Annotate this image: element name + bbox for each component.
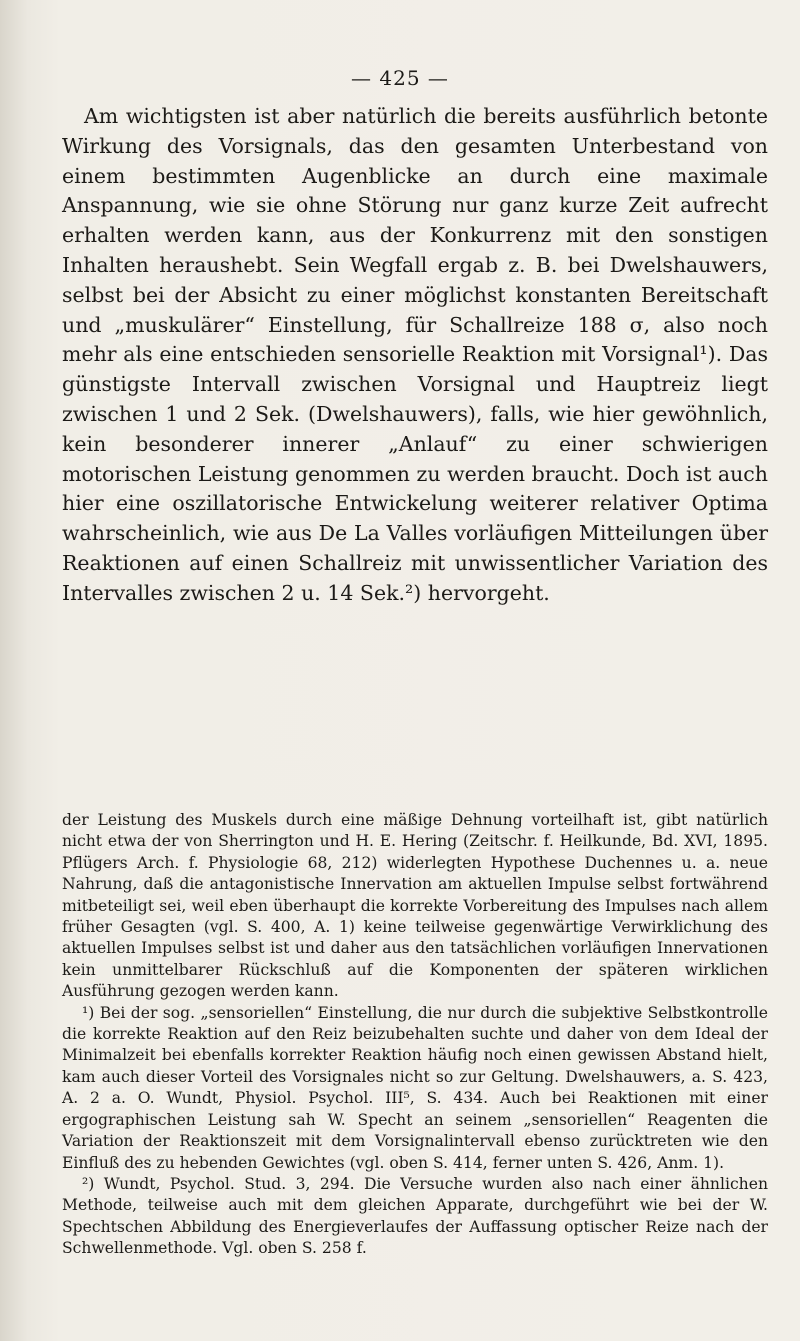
main-text-block <box>62 102 768 609</box>
footnote-continuation: der Leistung des Muskels durch eine mäßige Dehnung vorteilhaft ist, gibt natürlich nicht etwa der von Sherrington und H. E. Hering (Zeitschr. f. Heilkunde, Bd. XVI, 1895. Pflügers Arch. f. Physiologie 68, 212) widerlegten Hypothese Duchennes u. a. neue Nahrung, daß die antagonistische Innervation am aktuellen Impulse selbst fortwährend mitbeteiligt sei, weil eben überhaupt die korrekte Vorbereitung des Impulses nach allem früher Gesagten (vgl. S. 400, A. 1) keine teilweise gegenwärtige Verwirklichung des aktuellen Impulses selbst ist und daher aus den tatsächlichen vorläufigen Innervationen kein unmittelbarer Rückschluß auf die Komponenten der späteren wirklichen Ausführung gezogen werden kann. <box>62 811 768 1001</box>
page-number: — 425 — <box>351 66 449 90</box>
main-paragraph: Am wichtigsten ist aber natürlich die bereits ausführlich betonte Wirkung des Vorsignals, das den gesamten Unterbestand von einem bestimmten Augenblicke an durch eine maximale Anspannung, wie sie ohne Störung nur ganz kurze Zeit aufrecht erhalten werden kann, aus der Konkurrenz mit den sonstigen Inhalten heraushebt. Sein Wegfall ergab z. B. bei Dwelshauwers, selbst bei der Absicht zu einer möglichst konstanten Bereitschaft und „muskulärer“ Einstellung, für Schallreize 188 σ, also noch mehr als eine entschieden sensorielle Reaktion mit Vorsignal¹). Das günstigste Intervall zwischen Vorsignal und Hauptreiz liegt zwischen 1 und 2 Sek. (Dwelshauwers), falls, wie hier gewöhnlich, kein besonderer innerer „Anlauf“ zu einer schwierigen motorischen Leistung genommen zu werden braucht. Doch ist auch hier eine oszillatorische Entwickelung weiterer relativer Optima wahrscheinlich, wie aus De La Valles vorläufigen Mitteilungen über Reaktionen auf einen Schallreiz mit unwissentlicher Variation des Intervalles zwischen 2 u. 14 Sek.²) hervorgeht. <box>62 104 768 605</box>
footnotes-block <box>62 810 768 1260</box>
footnote-2: ²) Wundt, Psychol. Stud. 3, 294. Die Versuche wurden also nach einer ähnlichen Methode, teilweise auch mit dem gleichen Apparate, durchgeführt wie bei der W. Spechtschen Abbildung des Energieverlaufes der Auffassung optischer Reize nach der Schwellenmethode. Vgl. oben S. 258 f. <box>62 1174 768 1258</box>
footnote-1: ¹) Bei der sog. „sensoriellen“ Einstellung, die nur durch die subjektive Selbstkontrolle die korrekte Reaktion auf den Reiz beizubehalten suchte und daher von dem Ideal der Minimalzeit bei ebenfalls korrekter Reaktion häufig noch einen gewissen Abstand hielt, kam auch dieser Vorteil des Vorsignales nicht so zur Geltung. Dwelshauwers, a. S. 423, A. 2 a. O. Wundt, Physiol. Psychol. III⁵, S. 434. Auch bei Reaktionen mit einer ergographischen Leistung sah W. Specht an seinem „sensoriellen“ Reagenten die Variation der Reaktionszeit mit dem Vorsignalintervall ebenso zurücktreten wie den Einfluß des zu hebenden Gewichtes (vgl. oben S. 414, ferner unten S. 426, Anm. 1). <box>62 1003 768 1172</box>
